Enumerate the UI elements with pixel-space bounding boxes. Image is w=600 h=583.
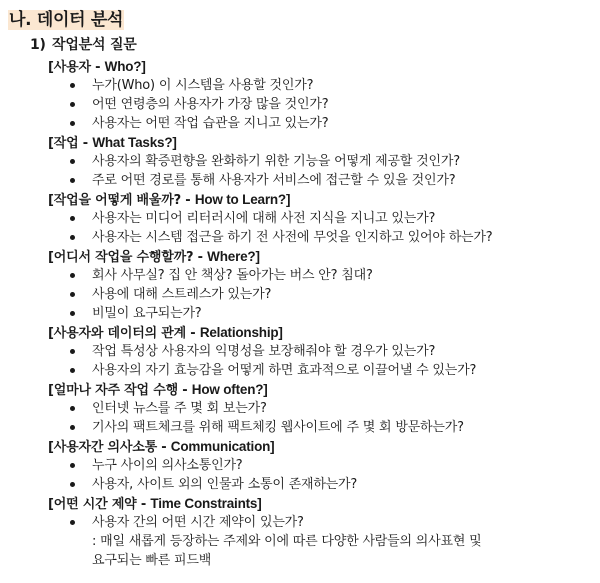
question-list-item [48, 95, 596, 114]
bullet-icon [70, 216, 75, 221]
question-list [48, 342, 596, 380]
bullet-icon [70, 406, 75, 411]
category-korean-label: [얼마나 자주 작업 수행 - [48, 383, 192, 398]
bullet-icon [70, 178, 75, 183]
question-text: 사용자, 사이트 외의 인물과 소통이 존재하는가? [92, 477, 358, 492]
question-text: 사용자의 확증편향을 완화하기 위한 기능을 어떻게 제공할 것인가? [92, 154, 460, 169]
question-text: 인터넷 뉴스를 주 몇 회 보는가? [92, 401, 267, 416]
category-english-label: What Tasks?] [92, 135, 177, 150]
question-list [48, 266, 596, 323]
bullet-icon [70, 482, 75, 487]
question-list-item [48, 456, 596, 475]
category-korean-label: [사용자간 의사소통 - [48, 440, 171, 455]
subsection-number: 1) [30, 37, 46, 53]
bullet-icon [70, 235, 75, 240]
question-text: 사용자는 어떤 작업 습관을 지니고 있는가? [92, 116, 329, 131]
bullet-icon [70, 520, 75, 525]
question-list-item [48, 418, 596, 437]
category-korean-label: [어디서 작업을 수행할까? - [48, 250, 208, 265]
category-english-label: Relationship] [199, 325, 283, 340]
category-english-label: Time Constraints] [150, 496, 262, 511]
question-category-title [48, 380, 596, 399]
question-list-item [48, 209, 596, 228]
bullet-icon [70, 159, 75, 164]
question-text: 비밀이 요구되는가? [92, 306, 202, 321]
bullet-icon [70, 349, 75, 354]
question-category-title [48, 323, 596, 342]
question-list-item [48, 114, 596, 133]
category-korean-label: [사용자 - [48, 60, 105, 75]
question-category-title [48, 494, 596, 513]
question-list-item [48, 475, 596, 494]
subsection-heading [30, 35, 137, 55]
bullet-icon [70, 368, 75, 373]
question-list [48, 513, 596, 532]
category-english-label: Communication] [170, 439, 275, 454]
question-list-item [48, 513, 596, 532]
question-text: 누가(Who) 이 시스템을 사용할 것인가? [92, 78, 314, 93]
question-list-item [48, 152, 596, 171]
question-list [48, 152, 596, 190]
bullet-icon [70, 463, 75, 468]
question-text: 사용에 대해 스트레스가 있는가? [92, 287, 272, 302]
question-list-item [48, 304, 596, 323]
question-category-title [48, 57, 596, 76]
question-text: 사용자의 자기 효능감을 어떻게 하면 효과적으로 이끌어낼 수 있는가? [92, 363, 477, 378]
bullet-icon [70, 292, 75, 297]
question-text: 사용자는 시스템 접근을 하기 전 사전에 무엇을 인지하고 있어야 하는가? [92, 230, 493, 245]
question-text: 어떤 연령층의 사용자가 가장 많을 것인가? [92, 97, 329, 112]
category-english-label: Where?] [207, 249, 260, 264]
question-list [48, 399, 596, 437]
question-list [48, 76, 596, 133]
bullet-icon [70, 273, 75, 278]
category-korean-label: [어떤 시간 제약 - [48, 497, 151, 512]
question-text: 회사 사무실? 집 안 책상? 돌아가는 버스 안? 침대? [92, 268, 373, 283]
bullet-icon [70, 425, 75, 430]
category-english-label: Who?] [104, 59, 146, 74]
question-list-item [48, 361, 596, 380]
question-text: 사용자는 미디어 리터러시에 대해 사전 지식을 지니고 있는가? [92, 211, 436, 226]
question-list-item [48, 285, 596, 304]
answer-note-line: : 매일 새롭게 등장하는 주제와 이에 따른 다양한 사람들의 의사표현 및 [92, 534, 482, 549]
question-list [48, 456, 596, 494]
question-list-item [48, 266, 596, 285]
category-korean-label: [사용자와 데이터의 관계 - [48, 326, 200, 341]
question-list-item [48, 171, 596, 190]
question-list-item [48, 342, 596, 361]
bullet-icon [70, 102, 75, 107]
question-text: 누구 사이의 의사소통인가? [92, 458, 243, 473]
category-korean-label: [작업 - [48, 136, 93, 151]
question-sections [48, 57, 596, 570]
category-english-label: How to Learn?] [194, 192, 291, 207]
category-korean-label: [작업을 어떻게 배울까? - [48, 193, 195, 208]
question-list-item [48, 399, 596, 418]
subsection-title: 작업분석 질문 [52, 37, 137, 53]
question-list [48, 209, 596, 247]
question-category-title [48, 133, 596, 152]
category-english-label: How often?] [191, 382, 268, 397]
answer-note-line: 요구되는 빠른 피드백 [92, 553, 212, 568]
bullet-icon [70, 311, 75, 316]
question-list-item [48, 228, 596, 247]
question-list-item [48, 76, 596, 95]
question-text: 사용자 간의 어떤 시간 제약이 있는가? [92, 515, 304, 530]
question-text: 기사의 팩트체크를 위해 팩트체킹 웹사이트에 주 몇 회 방문하는가? [92, 420, 464, 435]
question-category-title [48, 190, 596, 209]
section-heading-text: 나. 데이터 분석 [9, 10, 124, 30]
question-text: 작업 특성상 사용자의 익명성을 보장해줘야 할 경우가 있는가? [92, 344, 436, 359]
bullet-icon [70, 121, 75, 126]
bullet-icon [70, 83, 75, 88]
question-category-title [48, 437, 596, 456]
section-heading [8, 8, 124, 32]
question-text: 주로 어떤 경로를 통해 사용자가 서비스에 접근할 수 있을 것인가? [92, 173, 456, 188]
question-category-title [48, 247, 596, 266]
